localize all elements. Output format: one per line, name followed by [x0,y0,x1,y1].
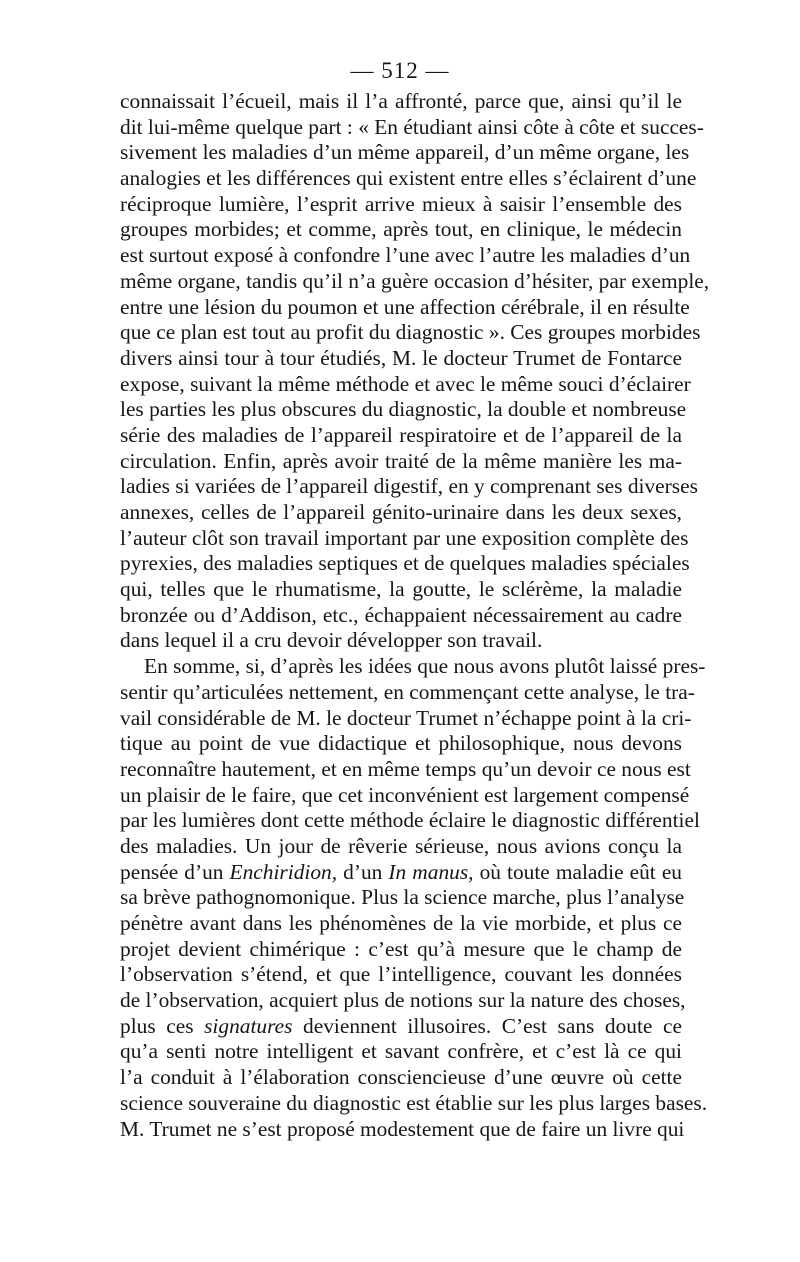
text-line: un plaisir de le faire, que cet inconvénient est largement compensé [120,782,690,807]
text-line: sa brève pathognomonique. Plus la science marche, plus l’analyse [120,885,685,910]
text-line: bronzée ou d’Addison, etc., échappaient nécessairement au cadre [120,602,682,627]
text-line: réciproque lumière, l’esprit arrive mieux à saisir l’ensemble des [120,191,682,216]
text-line: qu’a senti notre intelligent et savant confrère, et c’est là ce qui [120,1039,682,1064]
text-line: projet devient chimérique : c’est qu’à mesure que le champ de [120,936,682,961]
text-line: analogies et les différences qui existent entre elles s’éclairent d’une [120,166,697,191]
text-line: est surtout exposé à confondre l’une avec l’autre les maladies d’un [120,243,691,268]
text-line: sentir qu’articulées nettement, en commençant cette analyse, le tra- [120,679,695,704]
text-line: En somme, si, d’après les idées que nous avons plutôt laissé pres- [144,654,706,679]
text-line: série des maladies de l’appareil respiratoire et de l’appareil de la [120,422,682,447]
text-line: entre une lésion du poumon et une affection cérébrale, il en résulte [120,294,690,319]
italic-term: signatures [204,1013,293,1038]
text-line: circulation. Enfin, après avoir traité de la même manière les ma- [120,448,682,473]
text-line: annexes, celles de l’appareil génito-urinaire dans les deux sexes, [120,500,682,524]
italic-term: In manus, [388,859,474,884]
italic-term: Enchiridion, [229,859,338,884]
text-line: de l’observation, acquiert plus de notions sur la nature des choses, [120,988,686,1013]
text-line: vail considérable de M. le docteur Trumet n’échappe point à la cri- [120,705,692,730]
text-run: deviennent illusoires. C’est sans doute ce [292,1013,682,1038]
text-line: ladies si variées de l’appareil digestif, en y comprenant ses diverses [120,474,698,499]
text-line: expose, suivant la même méthode et avec le même souci d’éclairer [120,371,691,396]
text-line: des maladies. Un jour de rêverie sérieuse, nous avions conçu la [120,833,682,858]
page-number: — 512 — [350,58,450,83]
text-line: divers ainsi tour à tour étudiés, M. le docteur Trumet de Fontarce [120,345,682,370]
text-line: reconnaître hautement, et en même temps qu’un devoir ce nous est [120,756,691,781]
text-line: sivement les maladies d’un même appareil, d’un même organe, les [120,140,690,165]
text-line: par les lumières dont cette méthode éclaire le diagnostic différentiel [120,808,700,833]
text-line: science souveraine du diagnostic est établie sur les plus larges bases. [120,1090,708,1115]
text-line: même organe, tandis qu’il n’a guère occasion d’hésiter, par exemple, [120,268,710,293]
text-line: dit lui-même quelque part : « En étudiant ainsi côte à côte et succes- [120,114,704,139]
text-line: dans lequel il a cru devoir développer son travail. [120,628,543,653]
text-line [120,860,682,886]
text-line: tique au point de vue didactique et philosophique, nous devons [120,731,682,756]
text-line: pyrexies, des maladies septiques et de quelques maladies spéciales [120,551,690,576]
text-line: l’a conduit à l’élaboration consciencieuse d’une œuvre où cette [120,1065,682,1090]
body-text [120,89,710,1142]
text-line: l’observation s’étend, et que l’intelligence, couvant les données [120,962,682,987]
text-line: l’auteur clôt son travail important par une exposition complète des [120,525,689,550]
text-line: que ce plan est tout au profit du diagnostic ». Ces groupes morbides [120,320,701,345]
text-run: où toute maladie eût eu [473,859,683,884]
text-line [120,1014,682,1040]
text-line: les parties les plus obscures du diagnostic, la double et nombreuse [120,397,687,422]
text-line: M. Trumet ne s’est proposé modestement que de faire un livre qui [120,1116,685,1141]
text-run: d’un [337,859,389,884]
text-line: pénètre avant dans les phénomènes de la vie morbide, et plus ce [120,911,682,935]
text-line: groupes morbides; et comme, après tout, en clinique, le médecin [120,217,682,242]
text-line: connaissait l’écueil, mais il l’a affronté, parce que, ainsi qu’il le [120,89,682,113]
text-run: plus ces [120,1013,205,1038]
text-run: pensée d’un [120,859,230,884]
text-line: qui, telles que le rhumatisme, la goutte, le sclérème, la maladie [120,577,682,602]
